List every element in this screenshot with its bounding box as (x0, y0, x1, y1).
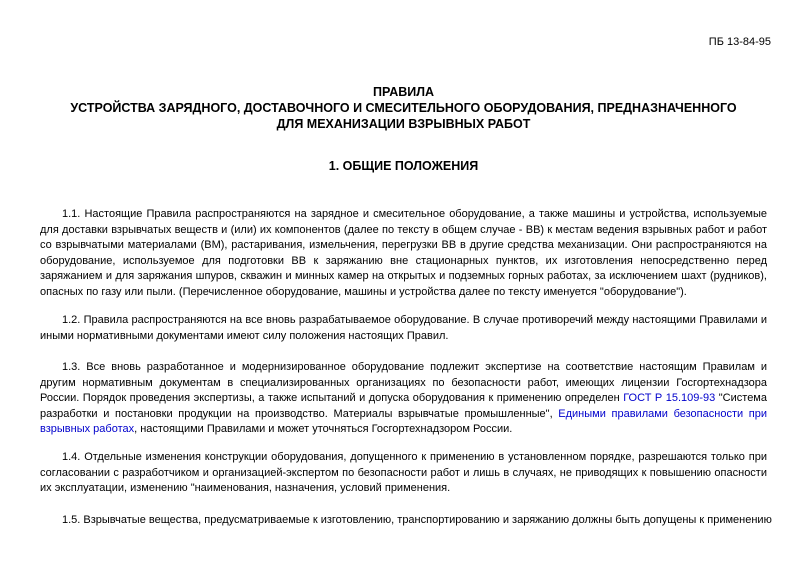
gost-link[interactable]: ГОСТ Р 15.109-93 (623, 392, 716, 405)
paragraph-1-3-text-a: 1.3. Все вновь разработанное и модернизированное оборудование подлежит экспертизе на соответствие настоящим Правилам и другим нормативным документам в специализированных организациях по безопасности работ, имеющих лицензии Госгортехнадзора России. Порядок проведения экспертизы, а также испытаний и допуска оборудования к применению определен (40, 361, 767, 405)
document-code: ПБ 13-84-95 (708, 36, 771, 48)
paragraph-1-5: 1.5. Взрывчатые вещества, предусматриваемые к изготовлению, транспортированию и заряжанию должны быть допущены к применению (62, 514, 772, 526)
title-line-2: УСТРОЙСТВА ЗАРЯДНОГО, ДОСТАВОЧНОГО И СМЕСИТЕЛЬНОГО ОБОРУДОВАНИЯ, ПРЕДНАЗНАЧЕННОГО (70, 101, 737, 115)
section-heading: 1. ОБЩИЕ ПОЛОЖЕНИЯ (328, 159, 479, 173)
paragraph-1-3 (40, 360, 767, 438)
paragraph-1-2: 1.2. Правила распространяются на все вновь разрабатываемое оборудование. В случае противоречий между настоящими Правилами и иными нормативными документами имеют силу положения настоящих Правил. (40, 314, 767, 342)
document-title (40, 84, 767, 132)
paragraph-1-4: 1.4. Отдельные изменения конструкции оборудования, допущенного к применению в установленном порядке, разрешаются только при согласовании с разработчиком и организацией-экспертом по безопасности работ и лишь в случаях, не приводящих к повышению опасности их эксплуатации, изменению "наименования, назначения, условий применения. (40, 451, 767, 495)
title-line-1: ПРАВИЛА (372, 85, 435, 99)
safety-rules-link[interactable]: Едиными правилами безопасности при взрывных работах (40, 407, 767, 436)
paragraph-1-3-text-c: , настоящими Правилами и может уточняться Госгортехнадзором России. (134, 423, 513, 436)
paragraph-1-1: 1.1. Настоящие Правила распространяются на зарядное и смесительное оборудование, а также машины и устройства, используемые для доставки взрывчатых веществ и (или) их компонентов (далее по тексту в общем случае - ВВ) к местам ведения взрывных работ и работ со взрывчатыми материалами (ВМ), растаривания, измельчения, перегрузки ВВ в другие средства механизации. Они распространяются на оборудование, используемое для подготовки ВВ к заряжанию вне стационарных пунктов, их изготовления непосредственно перед заряжанием и для заряжания шпуров, скважин и минных камер на открытых и подземных горных работах, за исключением шахт (рудников), опасных по газу или пыли. (Перечисленное оборудование, машины и устройства далее по тексту именуется "оборудование"). (40, 208, 767, 298)
paragraph-1-3-text-b: "Система разработки и постановки продукции на производство. Материалы взрывчатые промышленные", (40, 392, 767, 420)
title-line-3: ДЛЯ МЕХАНИЗАЦИИ ВЗРЫВНЫХ РАБОТ (276, 117, 531, 131)
